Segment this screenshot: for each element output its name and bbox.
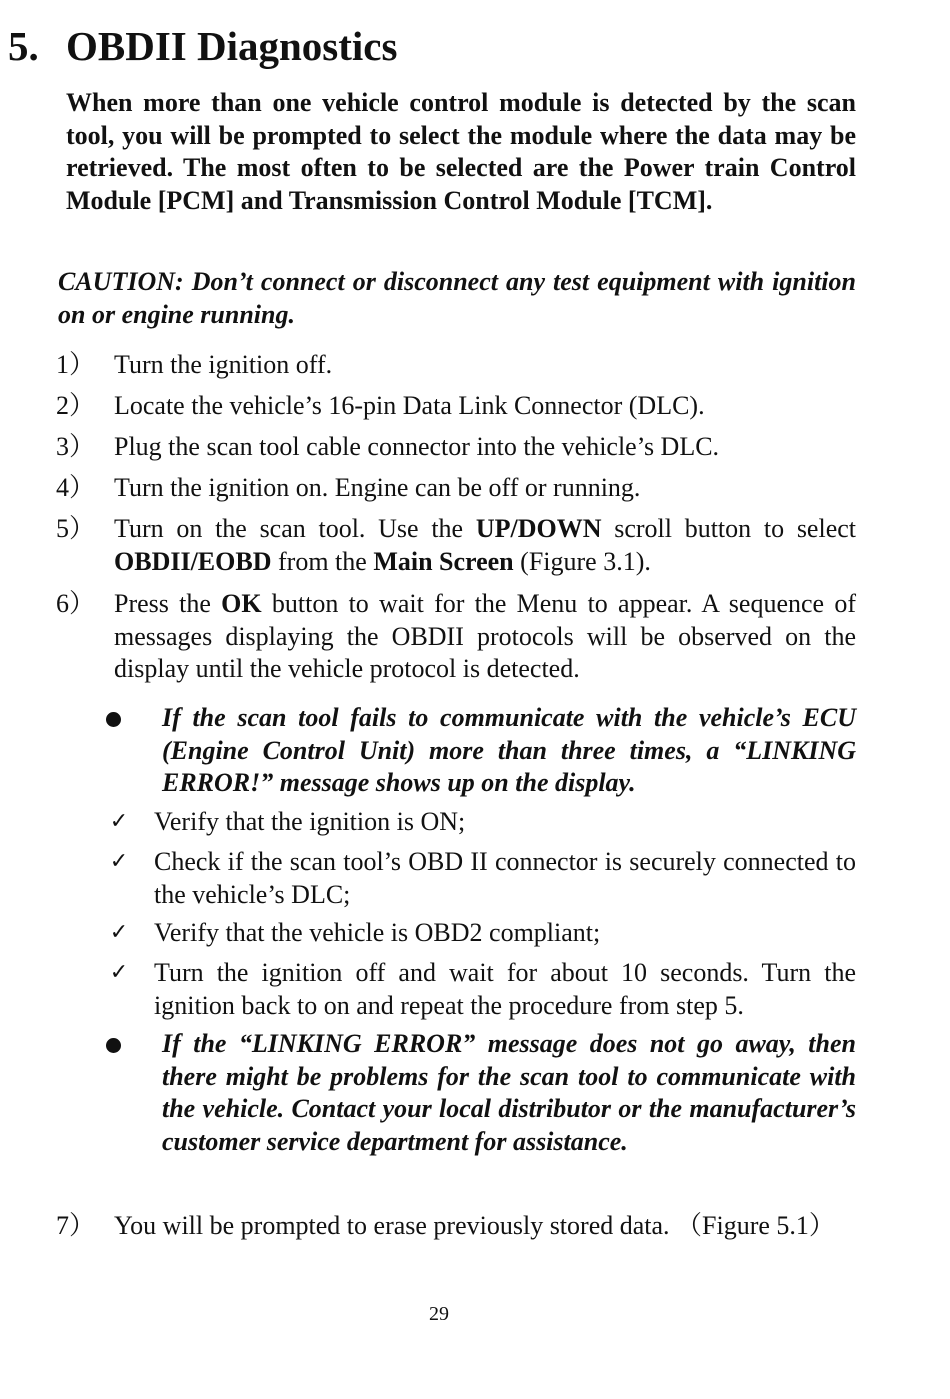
section-number: 5. (8, 23, 39, 69)
step-text (114, 513, 856, 578)
step-number: 3） (56, 432, 96, 461)
step-7 (56, 1210, 856, 1243)
step-text-part: button to wait for the Menu to appear. A sequence of messages displaying the OBDII protocols will be observed on the display until the vehicle protocol is detected. (114, 589, 856, 683)
check-text: Check if the scan tool’s OBD II connector is securely connected to the vehicle’s DLC; (154, 847, 856, 909)
page-number: 29 (429, 1303, 449, 1325)
step-5 (56, 513, 856, 578)
section-title: OBDII Diagnostics (66, 23, 398, 69)
step-number: 6） (56, 589, 96, 618)
step-1 (56, 349, 856, 382)
step-text-part: Press the (114, 589, 222, 618)
checkmark-icon: ✓ (109, 960, 129, 985)
warning-bullet-support (106, 1028, 856, 1158)
step-number: 7） (56, 1211, 96, 1240)
bullet-text: If the “LINKING ERROR” message does not go away, then there might be problems for the scan tool to communicate with the vehicle. Contact your local distributor or the manufacturer’s customer service department for assistance. (162, 1029, 856, 1156)
bullet-dot-icon (106, 712, 121, 727)
step-text: Locate the vehicle’s 16-pin Data Link Connector (DLC). (114, 391, 705, 420)
checkmark-icon: ✓ (109, 809, 129, 834)
page-title (8, 22, 397, 70)
up-down-button-label: UP/DOWN (475, 514, 602, 543)
check-text: Verify that the ignition is ON; (154, 807, 466, 836)
step-text: You will be prompted to erase previously stored data. （Figure 5.1） (114, 1211, 835, 1240)
step-2 (56, 390, 856, 423)
warning-bullet-linking (106, 702, 856, 800)
step-text-part: (Figure 3.1). (513, 546, 651, 576)
step-number: 1） (56, 350, 96, 379)
step-4 (56, 472, 856, 505)
obdii-eobd-label: OBDII/EOBD (114, 546, 272, 576)
caution-note: CAUTION: Don’t connect or disconnect any test equipment with ignition on or engine running. (58, 267, 856, 329)
main-screen-label: Main Screen (373, 546, 514, 576)
step-text: Plug the scan tool cable connector into the vehicle’s DLC. (114, 432, 720, 461)
step-text-part: Turn on the scan tool. Use the (114, 514, 476, 543)
check-text: Verify that the vehicle is OBD2 compliant; (154, 918, 601, 947)
check-text: Turn the ignition off and wait for about 10 seconds. Turn the ignition back to on and repeat the procedure from step 5. (154, 958, 856, 1020)
step-text (114, 588, 856, 686)
step-3 (56, 431, 856, 464)
step-number: 4） (56, 473, 96, 502)
check-item-3 (106, 917, 856, 950)
step-text-part: from the (271, 546, 374, 576)
check-item-4 (106, 957, 856, 1022)
intro-paragraph: When more than one vehicle control module is detected by the scan tool, you will be prompted to select the module where the data may be retrieved. The most often to be selected are the Power train Control Module [PCM] and Transmission Control Module [TCM]. (66, 88, 856, 215)
step-text: Turn the ignition on. Engine can be off or running. (114, 473, 641, 502)
step-text-part: scroll button to select (601, 514, 857, 543)
checkmark-icon: ✓ (109, 920, 129, 945)
bullet-text: If the scan tool fails to communicate with the vehicle’s ECU (Engine Control Unit) more than three times, a “LINKING ERROR!” message shows up on the display. (162, 703, 856, 797)
ok-button-label: OK (221, 589, 262, 618)
check-item-2 (106, 846, 856, 911)
checkmark-icon: ✓ (109, 849, 129, 874)
step-number: 2） (56, 391, 96, 420)
check-item-1 (106, 806, 856, 839)
step-6 (56, 588, 856, 686)
step-text: Turn the ignition off. (114, 350, 333, 379)
step-number: 5） (56, 514, 96, 543)
bullet-dot-icon (106, 1038, 121, 1053)
